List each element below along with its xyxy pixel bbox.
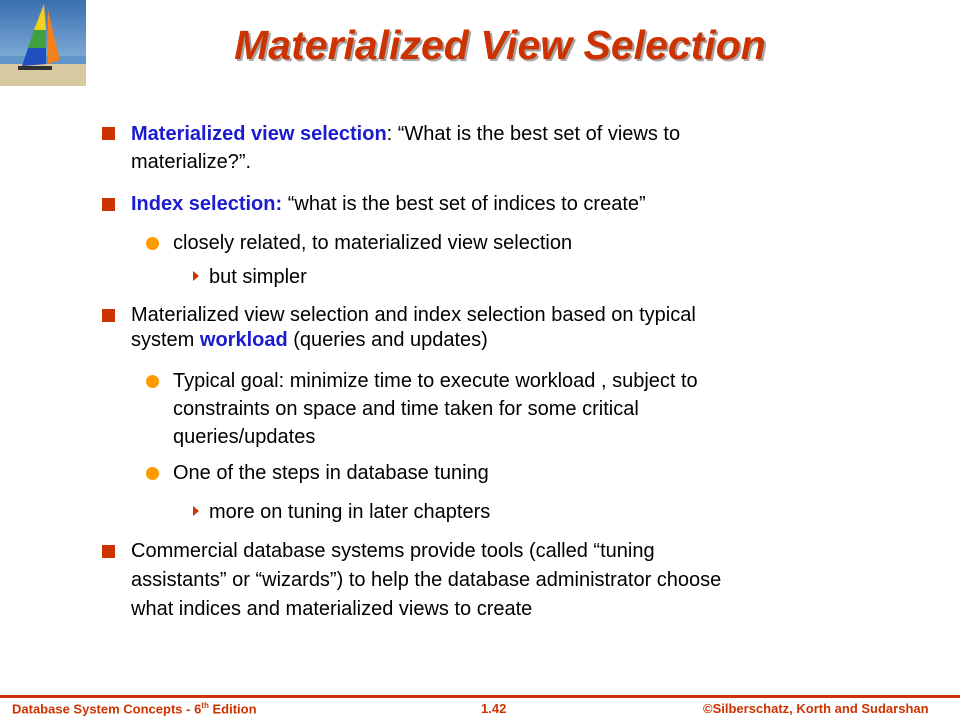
bullet-2-sub-1: closely related, to materialized view selection: [173, 232, 573, 254]
bullet-3-sub-2a: more on tuning in later chapters: [209, 501, 491, 523]
bullet-2-term: Index selection:: [131, 193, 283, 215]
square-bullet-icon: [102, 545, 115, 558]
bullet-1-line-2: materialize?”.: [131, 151, 252, 173]
bullet-1-term: Materialized view selection: [131, 123, 387, 145]
bullet-2-line: [131, 192, 646, 216]
footer-book-title: [12, 701, 257, 716]
bullet-2-sub-1a: but simpler: [209, 266, 307, 288]
bullet-3-pre: system: [131, 329, 200, 351]
bullet-3-line-2: [131, 328, 488, 352]
bullet-3-sub-1-line-2: constraints on space and time taken for some critical: [173, 398, 639, 420]
square-bullet-icon: [102, 309, 115, 322]
bullet-4-line-3: what indices and materialized views to create: [131, 598, 533, 620]
square-bullet-icon: [102, 127, 115, 140]
bullet-3-sub-2: One of the steps in database tuning: [173, 462, 489, 484]
bullet-1-text: : “What is the best set of views to: [386, 123, 681, 145]
footer-book-title-suffix: Edition: [208, 701, 257, 717]
footer-copyright: ©Silberschatz, Korth and Sudarshan: [703, 701, 929, 716]
bullet-3-line-1: Materialized view selection and index selection based on typical: [131, 304, 696, 326]
footer-divider: [0, 695, 960, 698]
bullet-3-term: workload: [199, 329, 288, 351]
circle-bullet-icon: [146, 375, 159, 388]
bullet-4-line-1: Commercial database systems provide tools (called “tuning: [131, 540, 655, 562]
page-title: Materialized View Selection: [234, 22, 766, 68]
triangle-bullet-icon: [193, 506, 199, 516]
bullet-2-text: “what is the best set of indices to create”: [282, 193, 646, 215]
bullet-1-line-1: [131, 122, 680, 146]
bullet-4-line-2: assistants” or “wizards”) to help the database administrator choose: [131, 569, 722, 591]
bullet-3-post: (queries and updates): [287, 329, 488, 351]
footer-book-title-sup: th: [201, 701, 209, 710]
square-bullet-icon: [102, 198, 115, 211]
triangle-bullet-icon: [193, 271, 199, 281]
bullet-3-sub-1-line-1: Typical goal: minimize time to execute workload , subject to: [173, 370, 698, 392]
page-number: 1.42: [481, 701, 507, 716]
circle-bullet-icon: [146, 467, 159, 480]
bullet-3-sub-1-line-3: queries/updates: [173, 426, 316, 448]
footer-book-title-text: Database System Concepts - 6: [12, 701, 202, 717]
circle-bullet-icon: [146, 237, 159, 250]
